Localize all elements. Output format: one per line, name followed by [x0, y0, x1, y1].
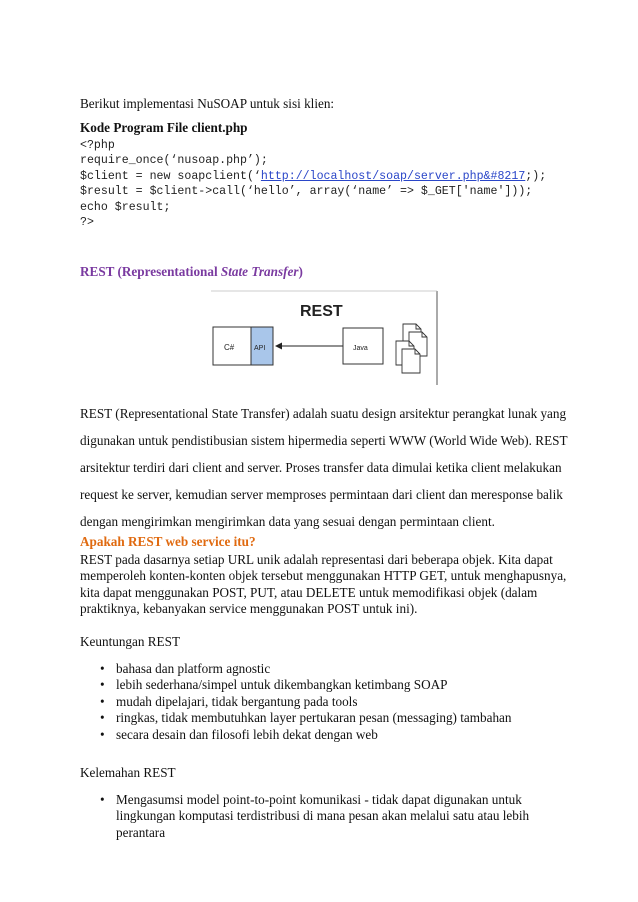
bullet-icon: • — [100, 726, 105, 742]
list-item — [80, 694, 512, 710]
bullet-icon: • — [100, 693, 105, 709]
advantages-heading: Keuntungan REST — [80, 634, 180, 649]
paragraph-line: REST pada dasarnya setiap URL unik adalah representasi dari beberapa objek. Kita dapat — [80, 552, 553, 567]
paragraph-line: digunakan untuk pendistibusian sistem hipermedia seperti WWW (World Wide Web). REST — [80, 433, 568, 448]
code-block — [80, 138, 546, 230]
paragraph-line: dengan mengirimkan mengirimkan data yang sesuai dengan permintaan client. — [80, 514, 495, 529]
list-item-text: secara desain dan filosofi lebih dekat dengan web — [116, 726, 378, 742]
advantages-list — [80, 661, 512, 743]
paragraph-line: praktiknya, kebanyakan service menggunakan POST untuk ini). — [80, 601, 418, 617]
paragraph-line: kita dapat menggunakan POST, PUT, atau DELETE untuk memodifikasi objek (dalam — [80, 584, 538, 600]
server-url-link[interactable]: http://localhost/soap/server.php&#8217 — [260, 169, 526, 183]
list-item — [80, 661, 512, 677]
rest-diagram — [203, 287, 443, 387]
rest-heading-part: REST (Representational — [80, 264, 221, 279]
arrow-head-icon — [275, 343, 282, 350]
bullet-icon: • — [100, 677, 105, 693]
rest-heading — [80, 263, 303, 280]
list-item — [80, 727, 512, 743]
paragraph-line: request ke server, kemudian server memproses permintaan dari client dan meresponse balik — [80, 487, 563, 502]
disadvantages-list — [80, 792, 529, 841]
documents-icon — [396, 324, 427, 373]
code-line: ?> — [80, 216, 94, 230]
disadvantages-heading: Kelemahan REST — [80, 765, 176, 780]
list-item-text: Mengasumsi model point-to-point komunikasi - tidak dapat digunakan untuk — [116, 792, 522, 807]
code-line: <?php — [80, 139, 115, 152]
code-heading: Kode Program File client.php — [80, 120, 248, 135]
code-line: require_once(‘nusoap.php’); — [80, 154, 268, 168]
list-item-text: lingkungan komputasi terdistribusi di mana pesan akan melalui satu atau lebih — [116, 808, 530, 824]
rest-paragraph — [80, 400, 568, 535]
code-text: $client = new soapclient(‘ — [80, 169, 261, 183]
web-service-paragraph — [80, 552, 567, 618]
list-item-text: bahasa dan platform agnostic — [116, 661, 271, 676]
list-item-text: lebih sederhana/simpel untuk dikembangkan ketimbang SOAP — [116, 677, 448, 693]
web-service-heading: Apakah REST web service itu? — [80, 534, 256, 549]
paragraph-line: memperoleh konten-konten objek tersebut menggunakan HTTP GET, untuk menghapusnya, — [80, 568, 567, 584]
code-line: echo $result; — [80, 200, 171, 214]
code-text: ;); — [525, 169, 547, 183]
intro-text: Berikut implementasi NuSOAP untuk sisi klien: — [80, 96, 335, 111]
csharp-label: C# — [224, 343, 235, 352]
paragraph-line: REST (Representational State Transfer) adalah suatu design arsitektur perangkat lunak yang — [80, 406, 567, 421]
java-label: Java — [353, 345, 368, 352]
list-item-text: ringkas, tidak membutuhkan layer pertukaran pesan (messaging) tambahan — [116, 710, 512, 726]
code-line — [80, 170, 546, 183]
diagram-title: REST — [300, 303, 343, 320]
list-item — [80, 677, 512, 693]
list-item-text: perantara — [116, 824, 166, 840]
list-item-text: mudah dipelajari, tidak bergantung pada tools — [116, 693, 358, 709]
rest-heading-part: S — [220, 264, 229, 279]
list-item — [80, 710, 512, 726]
bullet-icon: • — [100, 792, 105, 807]
bullet-icon: • — [100, 661, 105, 676]
bullet-icon: • — [100, 710, 105, 726]
rest-heading-part: ) — [298, 264, 303, 279]
api-label: API — [254, 345, 266, 352]
rest-heading-part: tate Transfer — [228, 264, 299, 279]
paragraph-line: arsitektur terdiri dari client and server. Proses transfer data dimulai ketika client melakukan — [80, 460, 562, 475]
list-item — [80, 792, 529, 841]
code-line: $result = $client->call(‘hello’, array(‘name’ => $_GET['name'])); — [80, 185, 533, 199]
